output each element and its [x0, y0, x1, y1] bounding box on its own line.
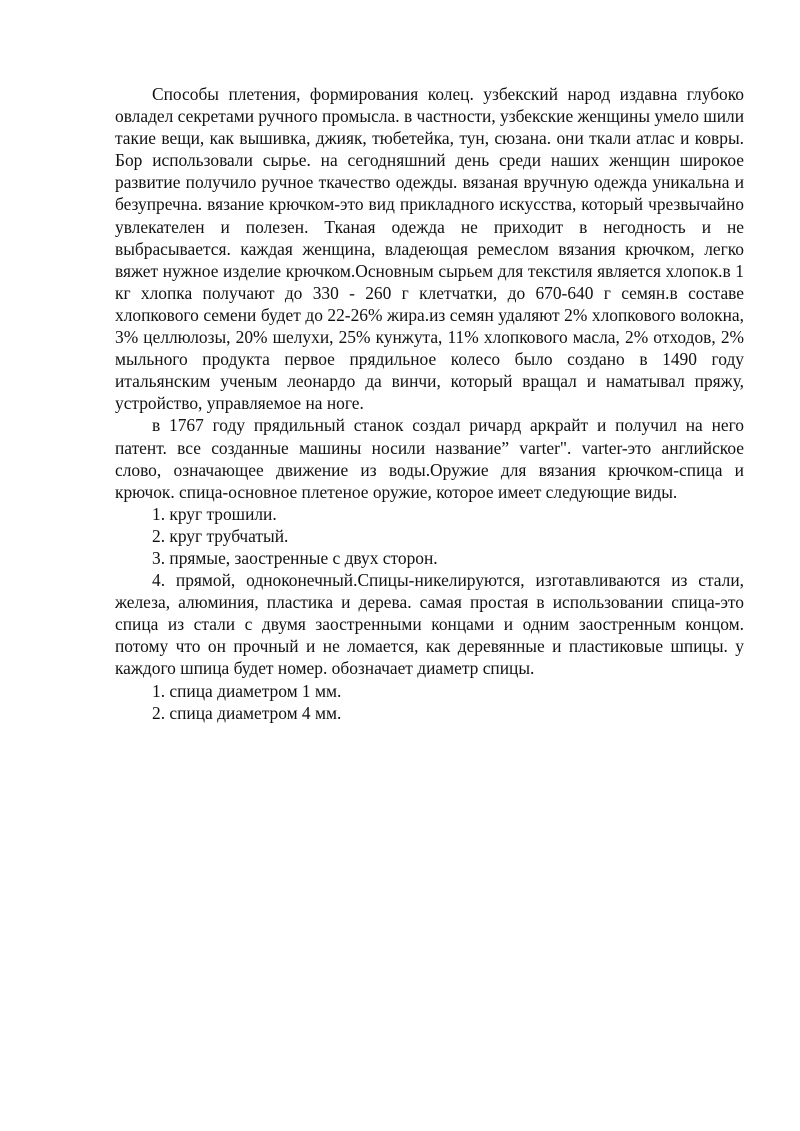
- list-item-3: 3. прямые, заостренные с двух сторон.: [152, 547, 438, 568]
- list-item-5: 2. спица диаметром 4 мм.: [152, 702, 342, 723]
- paragraph-1: Способы плетения, формирования колец. узбекский народ издавна глубоко овладел секретами ручного промысла. в частности, узбекские женщины умело шили такие вещи, как вышивка, джияк, тюбетейка, тун, сюзана. они ткали атлас и ковры. Бор использовали сырье. на сегодняшний день среди наших женщин широкое развитие получило ручное ткачество одежды. вязаная вручную одежда уникальна и безупречна. вязание крючком-это вид прикладного искусства, который чрезвычайно увлекателен и полезен. Тканая одежда не приходит в негодность и не выбрасывается. каждая женщина, владеющая ремеслом вязания крючком, легко вяжет нужное изделие крючком.Основным сырьем для текстиля является хлопок.в 1 кг хлопка получают до 330 - 260 г клетчатки, до 670-640 г семян.в составе хлопкового семени будет до 22-26% жира.из семян удаляют 2% хлопкового волокна, 3% целлюлозы, 20% шелухи, 25% кунжута, 11% хлопкового масла, 2% отходов, 2% мыльного продукта первое прядильное колесо было создано в 1490 году итальянским ученым леонардо да винчи, который вращал и наматывал пряжу, устройство, управляемое на ноге.: [115, 84, 744, 414]
- list-item-4: 1. спица диаметром 1 мм.: [152, 680, 342, 701]
- list-item-1: 1. круг трошили.: [152, 503, 277, 524]
- paragraph-2: в 1767 году прядильный станок создал ричард аркрайт и получил на него патент. все созданные машины носили название” varter". varter-это английское слово, означающее движение из воды.Оружие для вязания крючком-спица и крючок. спица-основное плетеное оружие, которое имеет следующие виды.: [115, 415, 744, 502]
- paragraph-3: 4. прямой, одноконечный.Спицы-никелируются, изготавливаются из стали, железа, алюминия, пластика и дерева. самая простая в использовании спица-это спица из стали с двумя заостренными концами и одним заостренным концом. потому что он прочный и не ломается, как деревянные и пластиковые шпицы. у каждого шпица будет номер. обозначает диаметр спицы.: [115, 570, 744, 679]
- list-item-2: 2. круг трубчатый.: [152, 525, 289, 546]
